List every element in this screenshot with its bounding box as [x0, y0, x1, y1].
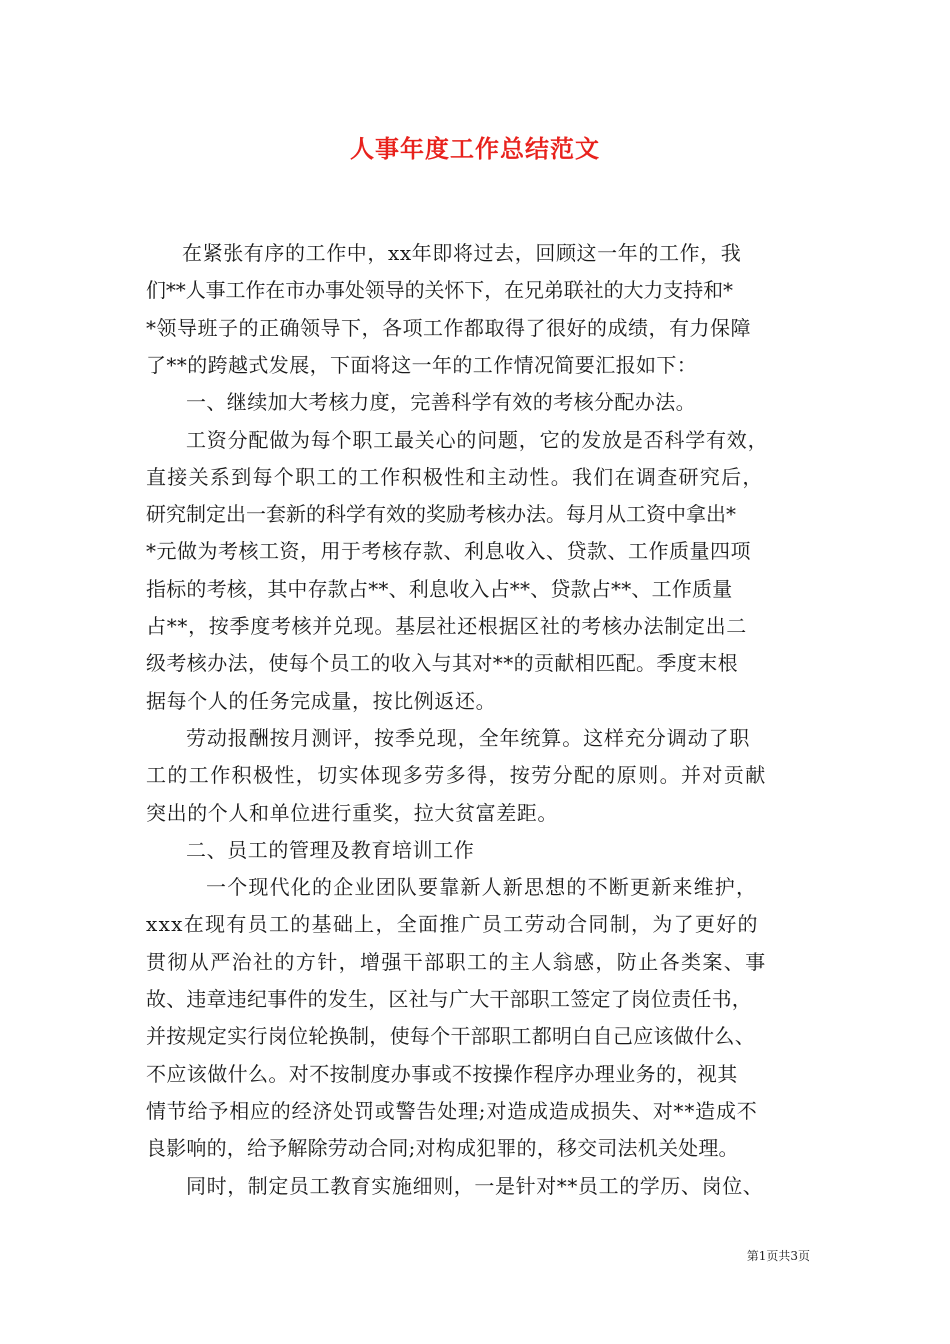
document-title: 人事年度工作总结范文 [350, 134, 600, 163]
body-line: 级考核办法，使每个员工的收入与其对**的贡献相匹配。季度末根 [146, 651, 738, 676]
body-line: 二、员工的管理及教育培训工作 [186, 837, 475, 862]
body-line: 故、违章违纪事件的发生，区社与广大干部职工签定了岗位责任书， [146, 987, 752, 1011]
body-line: 工资分配做为每个职工最关心的问题，它的发放是否科学有效， [186, 427, 769, 452]
body-line: 指标的考核，其中存款占**、利息收入占**、贷款占**、工作质量 [146, 576, 733, 601]
body-line: 在紧张有序的工作中，xx年即将过去，回顾这一年的工作，我 [182, 241, 742, 265]
body-line: 劳动报酬按月测评，按季兑现，全年统算。这样充分调动了职 [186, 725, 751, 750]
body-line: 占**，按季度考核并兑现。基层社还根据区社的考核办法制定出二 [146, 614, 747, 638]
body-line: 并按规定实行岗位轮换制，使每个干部职工都明白自己应该做什么、 [146, 1024, 755, 1049]
body-line: 情节给予相应的经济处罚或警告处理;对造成造成损失、对**造成不 [146, 1098, 758, 1123]
body-line: 据每个人的任务完成量，按比例返还。 [146, 688, 497, 713]
body-line: *领导班子的正确领导下，各项工作都取得了很好的成绩，有力保障 [146, 315, 751, 340]
body-line: 一、继续加大考核力度，完善科学有效的考核分配办法。 [186, 390, 696, 415]
body-line: 工的工作积极性，切实体现多劳多得，按劳分配的原则。并对贡献 [146, 763, 767, 788]
body-line: 研究制定出一套新的科学有效的奖励考核办法。每月从工资中拿出* [146, 502, 736, 527]
body-line: 直接关系到每个职工的工作积极性和主动性。我们在调查研究后， [146, 464, 764, 489]
body-line: 同时，制定员工教育实施细则，一是针对**员工的学历、岗位、 [186, 1173, 764, 1198]
body-line: 不应该做什么。对不按制度办事或不按操作程序办理业务的，视其 [146, 1061, 738, 1086]
body-line: 了**的跨越式发展，下面将这一年的工作情况简要汇报如下： [146, 352, 698, 377]
body-line: xxx在现有员工的基础上，全面推广员工劳动合同制，为了更好的 [146, 912, 759, 937]
body-line: 一个现代化的企业团队要靠新人新思想的不断更新来维护， [206, 875, 758, 900]
body-line: 贯彻从严治社的方针，增强干部职工的主人翁感，防止各类案、事 [146, 949, 767, 974]
body-line: 突出的个人和单位进行重奖，拉大贫富差距。 [146, 800, 558, 825]
page-number: 第1页共3页 [746, 1249, 810, 1263]
body-line: 良影响的，给予解除劳动合同;对构成犯罪的，移交司法机关处理。 [146, 1136, 739, 1161]
body-line: 们**人事工作在市办事处领导的关怀下，在兄弟联社的大力支持和* [146, 278, 733, 303]
body-line: *元做为考核工资，用于考核存款、利息收入、贷款、工作质量四项 [146, 539, 751, 564]
